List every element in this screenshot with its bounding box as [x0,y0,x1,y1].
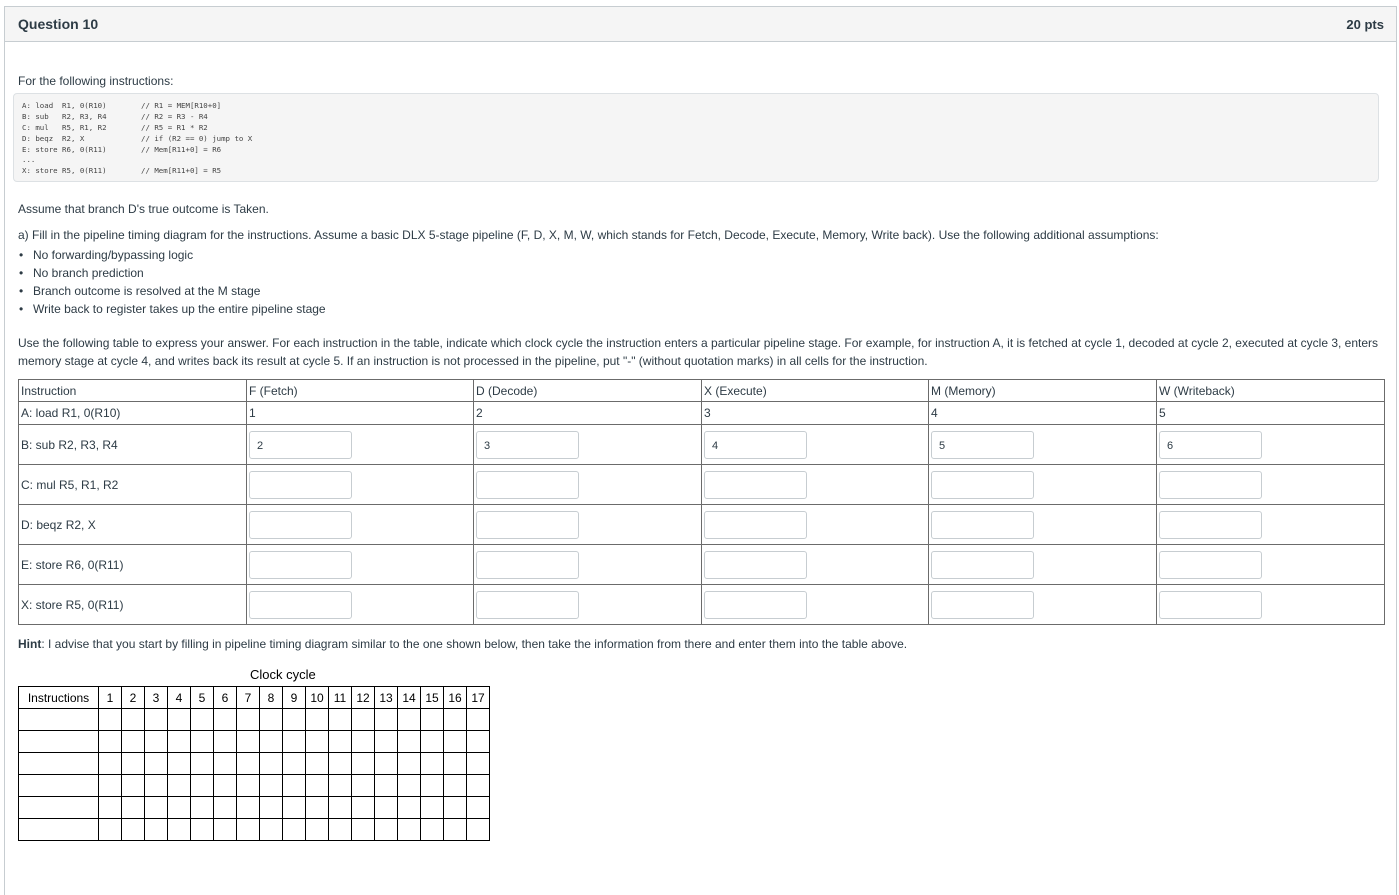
diagram-cell [398,797,421,819]
diagram-cell [191,819,214,841]
diagram-cell [421,709,444,731]
diagram-cell [237,797,260,819]
diagram-cell [467,819,490,841]
intro-text: For the following instructions: [18,74,174,88]
diagram-cell [352,753,375,775]
instruction-label: D: beqz R2, X [19,505,247,545]
answer-input[interactable] [1159,551,1262,579]
answer-input[interactable] [931,511,1034,539]
diagram-cell [306,753,329,775]
assumption-text: Write back to register takes up the entire pipeline stage [33,302,326,316]
hint-label: Hint [18,637,42,651]
code-comment: // if (R2 == 0) jump to X [141,134,253,143]
diagram-cell [306,819,329,841]
diagram-cell [191,753,214,775]
table-intro-line2: memory stage at cycle 4, and writes back its result at cycle 5. If an instruction is not processed in the pipeline, put "-" (without quotation marks) in all cells for the instruction. [18,354,928,368]
instruction-label: X: store R5, 0(R11) [19,585,247,625]
answer-cell [1157,585,1385,625]
diagram-row [19,753,490,775]
diagram-cell [375,797,398,819]
code-comment: // R1 = MEM[R10+0] [141,101,222,110]
hint-body: : I advise that you start by filling in pipeline timing diagram similar to the one shown below, then take the information from there and enter them into the table above. [41,637,908,651]
cycle-header: 9 [283,687,306,709]
diagram-cell [191,709,214,731]
diagram-cell [283,709,306,731]
cycle-header: 16 [444,687,467,709]
diagram-cell [421,775,444,797]
diagram-cell [122,775,145,797]
answer-cell [929,545,1157,585]
diagram-cell [444,709,467,731]
diagram-cell [260,819,283,841]
answer-input[interactable] [931,591,1034,619]
answer-input[interactable] [704,591,807,619]
assumption-text: No forwarding/bypassing logic [33,248,194,262]
diagram-cell [398,753,421,775]
diagram-cell [352,797,375,819]
cycle-header: 12 [352,687,375,709]
diagram-cell [306,797,329,819]
diagram-cell [329,753,352,775]
diagram-cell [283,731,306,753]
diagram-cell [99,819,122,841]
code-line: A: load R1, 0(R10) [22,101,107,110]
cycle-header: 2 [122,687,145,709]
assumption-item [13,300,326,318]
answer-row [19,425,1385,465]
diagram-cell [168,731,191,753]
diagram-cell [352,731,375,753]
diagram-cell [375,775,398,797]
assumption-list [13,246,326,318]
answer-input[interactable] [1159,591,1262,619]
diagram-cell [99,775,122,797]
answer-input[interactable] [704,471,807,499]
cycle-header: 14 [398,687,421,709]
diagram-cell [237,775,260,797]
example-cell: 2 [474,402,702,425]
code-line: X: store R5, 0(R11) [22,166,107,175]
diagram-cell [352,709,375,731]
diagram-cell [237,753,260,775]
diagram-cell [122,731,145,753]
diagram-cell [352,819,375,841]
diagram-cell [260,775,283,797]
cycle-header: 13 [375,687,398,709]
diagram-cell [467,775,490,797]
diagram-cell [375,731,398,753]
diagram-cell [99,731,122,753]
cycle-header: 1 [99,687,122,709]
part-a-text: a) Fill in the pipeline timing diagram for the instructions. Assume a basic DLX 5-stage pipeline (F, D, X, M, W, which stands for Fetch, Decode, Execute, Memory, Write back). Use the following additional assumptions: [18,228,1159,242]
diagram-cell [191,731,214,753]
example-row [19,402,1385,425]
answer-cell [929,585,1157,625]
answer-cell [247,505,474,545]
diagram-cell [122,797,145,819]
diagram-cell [145,731,168,753]
code-line: D: beqz R2, X [22,134,85,143]
answer-input[interactable] [476,551,579,579]
answer-cell [247,425,474,465]
diagram-cell [168,797,191,819]
diagram-cell [283,797,306,819]
diagram-cell [237,819,260,841]
answer-row [19,465,1385,505]
answer-cell [1157,465,1385,505]
table-header-cell: W (Writeback) [1157,380,1385,402]
diagram-cell [19,797,99,819]
answer-cell [474,585,702,625]
diagram-cell [168,709,191,731]
answer-input[interactable] [704,511,807,539]
diagram-cell [122,709,145,731]
bullet-icon: • [19,248,24,262]
diagram-cell [260,797,283,819]
answer-cell [474,505,702,545]
code-comment: // R5 = R1 * R2 [141,123,208,132]
diagram-cell [19,819,99,841]
instruction-label: E: store R6, 0(R11) [19,545,247,585]
answer-input[interactable]: 4 [704,431,807,459]
table-header-cell: Instruction [19,380,247,402]
diagram-cell [168,819,191,841]
diagram-cell [375,819,398,841]
diagram-cell [444,753,467,775]
answer-table [18,379,1385,625]
diagram-cell [398,775,421,797]
instruction-label: B: sub R2, R3, R4 [19,425,247,465]
diagram-cell [145,797,168,819]
diagram-cell [99,709,122,731]
diagram-cell [237,709,260,731]
diagram-cell [99,753,122,775]
cycle-header: 17 [467,687,490,709]
answer-cell [1157,505,1385,545]
diagram-cell [398,731,421,753]
diagram-cell [329,731,352,753]
code-line: ... [22,155,36,164]
answer-cell [702,505,929,545]
answer-cell [702,465,929,505]
diagram-cell [260,709,283,731]
answer-cell [929,425,1157,465]
diagram-row [19,775,490,797]
diagram-cell [214,797,237,819]
answer-row [19,585,1385,625]
code-comment: // Mem[R11+0] = R6 [141,145,222,154]
answer-cell [247,465,474,505]
example-cell: 3 [702,402,929,425]
diagram-header-instructions: Instructions [19,687,99,709]
diagram-cell [283,775,306,797]
answer-cell [247,545,474,585]
diagram-cell [444,819,467,841]
diagram-cell [444,797,467,819]
diagram-cell [168,753,191,775]
code-block [13,93,1379,182]
diagram-cell [283,753,306,775]
branch-note: Assume that branch D's true outcome is Taken. [18,202,269,216]
answer-input[interactable]: 5 [931,431,1034,459]
diagram-cell [329,797,352,819]
diagram-cell [444,731,467,753]
bullet-icon: • [19,302,24,316]
answer-cell [702,545,929,585]
diagram-row [19,819,490,841]
answer-input[interactable] [249,471,352,499]
diagram-cell [352,775,375,797]
answer-input[interactable] [931,551,1034,579]
diagram-cell [122,753,145,775]
diagram-row [19,709,490,731]
diagram-cell [283,819,306,841]
diagram-cell [145,819,168,841]
diagram-caption: Clock cycle [250,667,316,682]
question-points: 20 pts [1346,16,1384,32]
diagram-cell [122,819,145,841]
diagram-cell [19,731,99,753]
diagram-cell [421,797,444,819]
diagram-cell [260,731,283,753]
diagram-cell [306,775,329,797]
diagram-cell [329,775,352,797]
cycle-header: 6 [214,687,237,709]
answer-input[interactable] [1159,471,1262,499]
diagram-cell [467,709,490,731]
answer-cell [474,465,702,505]
diagram-cell [19,753,99,775]
diagram-cell [444,775,467,797]
answer-input[interactable] [249,551,352,579]
table-header-cell: M (Memory) [929,380,1157,402]
answer-input[interactable] [476,591,579,619]
assumption-item [13,282,326,300]
code-line: C: mul R5, R1, R2 [22,123,107,132]
diagram-cell [145,709,168,731]
assumption-text: No branch prediction [33,266,144,280]
table-intro-line1: Use the following table to express your answer. For each instruction in the table, indicate which clock cycle the instruction enters a particular pipeline stage. For example, for instruction A, it is fetched at cycle 1, decoded at cycle 2, executed at cycle 3, enters [18,336,1379,350]
diagram-cell [145,775,168,797]
assumption-item [13,246,326,264]
diagram-cell [19,775,99,797]
answer-cell [1157,545,1385,585]
diagram-cell [467,753,490,775]
example-cell: 5 [1157,402,1385,425]
diagram-cell [191,797,214,819]
answer-cell [702,425,929,465]
example-cell: A: load R1, 0(R10) [19,402,247,425]
table-header-cell: X (Execute) [702,380,929,402]
code-comment: // Mem[R11+0] = R5 [141,166,222,175]
answer-cell [474,425,702,465]
cycle-header: 8 [260,687,283,709]
cycle-header: 10 [306,687,329,709]
answer-input[interactable] [1159,511,1262,539]
diagram-cell [168,775,191,797]
diagram-cell [421,731,444,753]
cycle-header: 7 [237,687,260,709]
diagram-cell [375,709,398,731]
cycle-header: 15 [421,687,444,709]
diagram-cell [421,753,444,775]
bullet-icon: • [19,266,24,280]
code-line: E: store R6, 0(R11) [22,145,107,154]
diagram-cell [214,731,237,753]
answer-input[interactable] [931,471,1034,499]
diagram-cell [237,731,260,753]
question-title: Question 10 [18,16,99,32]
diagram-cell [398,819,421,841]
diagram-cell [306,731,329,753]
diagram-row [19,797,490,819]
diagram-cell [145,753,168,775]
answer-cell [474,545,702,585]
answer-input[interactable] [476,471,579,499]
answer-cell [1157,425,1385,465]
answer-cell [929,465,1157,505]
diagram-cell [191,775,214,797]
diagram-row [19,731,490,753]
diagram-cell [306,709,329,731]
diagram-cell [467,731,490,753]
answer-input[interactable]: 6 [1159,431,1262,459]
code-line: B: sub R2, R3, R4 [22,112,107,121]
diagram-cell [19,709,99,731]
answer-input[interactable]: 3 [476,431,579,459]
diagram-cell [260,753,283,775]
assumption-text: Branch outcome is resolved at the M stage [33,284,261,298]
cycle-header: 4 [168,687,191,709]
pipeline-diagram [18,686,490,841]
diagram-cell [99,797,122,819]
answer-input[interactable] [476,511,579,539]
diagram-cell [214,775,237,797]
example-cell: 1 [247,402,474,425]
answer-input[interactable] [704,551,807,579]
diagram-cell [375,753,398,775]
question-header [5,7,1396,42]
cycle-header: 11 [329,687,352,709]
answer-input[interactable] [249,511,352,539]
answer-cell [702,585,929,625]
instruction-label: C: mul R5, R1, R2 [19,465,247,505]
answer-cell [247,585,474,625]
diagram-cell [329,709,352,731]
diagram-cell [214,709,237,731]
cycle-header: 5 [191,687,214,709]
hint-text [18,637,907,651]
diagram-cell [421,819,444,841]
answer-row [19,505,1385,545]
diagram-cell [398,709,421,731]
table-header-cell: D (Decode) [474,380,702,402]
table-header-cell: F (Fetch) [247,380,474,402]
example-cell: 4 [929,402,1157,425]
bullet-icon: • [19,284,24,298]
diagram-cell [467,797,490,819]
diagram-cell [214,753,237,775]
answer-input[interactable] [249,591,352,619]
assumption-item [13,264,326,282]
answer-input[interactable]: 2 [249,431,352,459]
answer-row [19,545,1385,585]
diagram-cell [214,819,237,841]
answer-cell [929,505,1157,545]
cycle-header: 3 [145,687,168,709]
code-comment: // R2 = R3 - R4 [141,112,208,121]
diagram-cell [329,819,352,841]
